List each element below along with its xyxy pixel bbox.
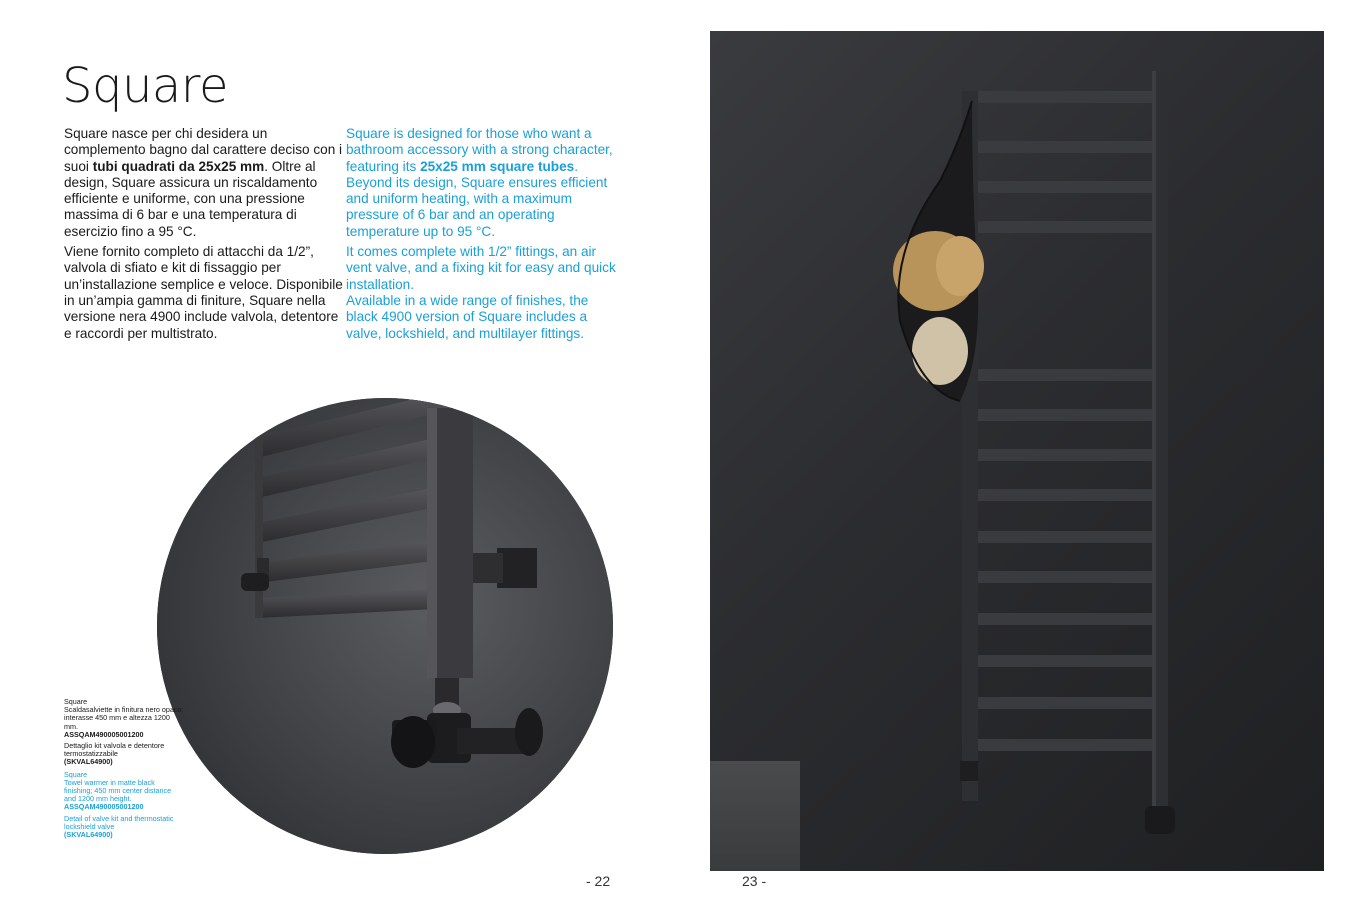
caption-en-desc: Towel warmer in matte black finishing; 450 mm center distance and 1200 mm height.: [64, 777, 172, 804]
caption-italian: [64, 698, 184, 739]
italian-paragraph-2: Viene fornito completo di attacchi da 1/2”, valvola di sfiato e kit di fissaggio per un’installazione semplice e veloce. Disponibile in un’ampia gamma di finiture, Square nella versione nera 4900 include valvola, detentore e raccordi per multistrato.: [64, 244, 343, 341]
page-number-right: 23 -: [742, 873, 767, 889]
caption-english: [64, 771, 184, 812]
caption-it-name: Square: [64, 697, 88, 706]
caption-en-detail-code: (SKVAL64900): [64, 830, 113, 840]
caption-english-detail: [64, 815, 184, 840]
towel-warmer-photo: [710, 31, 1324, 871]
english-paragraph-2: It comes complete with 1/2” fittings, an air vent valve, and a fixing kit for easy and quick installation.: [346, 244, 616, 292]
caption-it-code: ASSQAM490005001200: [64, 729, 144, 739]
photo-caption: [64, 698, 184, 842]
valve-detail-illustration: [157, 398, 613, 854]
valve-detail-photo: [157, 398, 613, 854]
italian-paragraph-1: Square nasce per chi desidera un complemento bagno dal carattere deciso con i suoi tubi quadrati da 25x25 mm. Oltre al design, Square assicura un riscaldamento efficiente e uniforme, con una pressione massima di 6 bar e una temperatura di esercizio fino a 95 °C.: [64, 126, 343, 239]
caption-it-detail-code: (SKVAL64900): [64, 757, 113, 767]
caption-italian-detail: [64, 742, 184, 767]
caption-it-detail: Dettaglio kit valvola e detentore termostatizzabile: [64, 741, 165, 759]
caption-en-name: Square: [64, 769, 88, 779]
english-description: [346, 126, 618, 346]
italian-description: [64, 126, 344, 346]
caption-en-detail: Detail of valve kit and thermostatic lockshield valve: [64, 813, 174, 831]
english-paragraph-1: Square is designed for those who want a bathroom accessory with a strong character, featuring its 25x25 mm square tubes. Beyond its design, Square ensures efficient and uniform heating, with a maximum pressure of 6 bar and an operating temperature up to 95 °C.: [346, 126, 613, 239]
caption-it-desc: Scaldasalviette in finitura nero opaco; interasse 450 mm e altezza 1200 mm.: [64, 705, 184, 731]
page-number-left: - 22: [586, 873, 611, 889]
english-paragraph-3: Available in a wide range of finishes, the black 4900 version of Square includes a valve, lockshield, and multilayer fittings.: [346, 292, 589, 341]
page-title: Square: [62, 58, 228, 114]
towel-warmer-illustration: [710, 31, 1324, 871]
caption-en-code: ASSQAM490005001200: [64, 802, 144, 812]
